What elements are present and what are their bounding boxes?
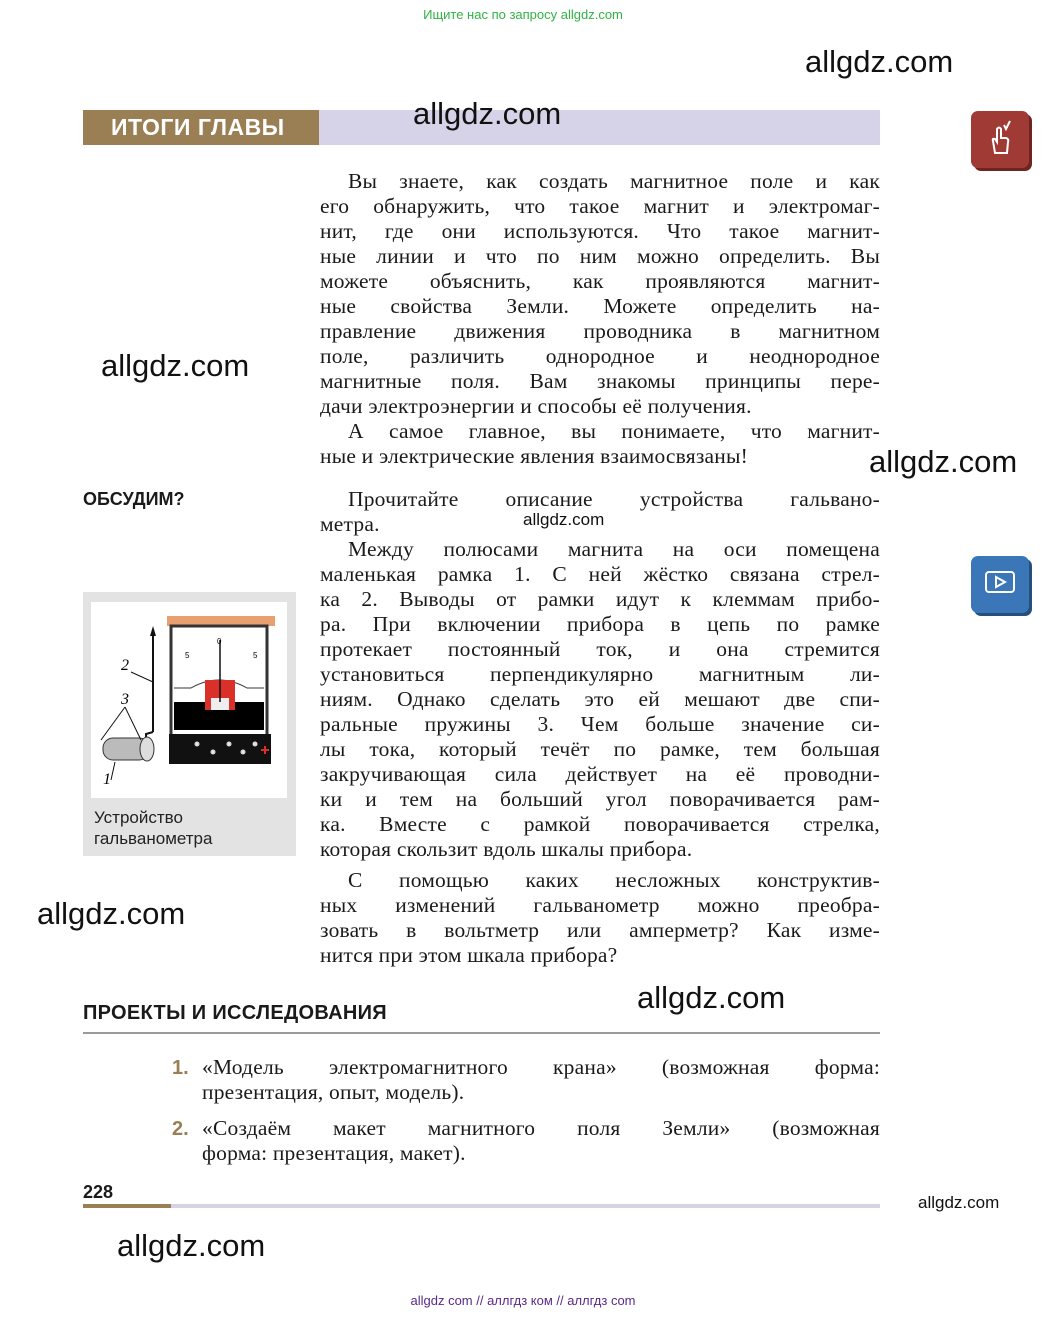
text-line: ниям. Однако сделать это ей мешают две спи- <box>320 687 880 711</box>
summary-paragraph-2 <box>320 419 880 469</box>
text-line: правление движения проводника в магнитном <box>320 319 880 343</box>
hand-pointer-icon <box>971 111 1029 168</box>
scale-right: 5 <box>253 651 258 660</box>
header-band <box>319 110 880 145</box>
page-bar <box>171 1204 880 1208</box>
watermark: allgdz.com <box>918 1193 1000 1212</box>
text-line: закручивающая сила действует на её проводни- <box>320 762 880 786</box>
text-line: Между полюсами магнита на оси помещена <box>348 537 880 561</box>
text-line: ные и электрические явления взаимосвязаны! <box>320 444 748 468</box>
text-line: ные линии и что по ним можно определить. Вы <box>320 244 880 268</box>
text-line: дачи электроэнергии и способы её получения. <box>320 394 752 418</box>
page-number: 228 <box>83 1182 114 1202</box>
watermark: allgdz.com <box>637 980 786 1015</box>
label-2: 2 <box>121 657 129 674</box>
project-line: «Создаём макет магнитного поля Земли» (возможная <box>202 1116 880 1140</box>
text-line: Вы знаете, как создать магнитное поле и как <box>348 169 880 193</box>
text-line: ные свойства Земли. Можете определить на- <box>320 294 880 318</box>
text-line: которая скользит вдоль шкалы прибора. <box>320 837 693 861</box>
project-number: 1. <box>172 1057 189 1079</box>
watermark: allgdz.com <box>101 348 250 383</box>
watermark: allgdz.com <box>37 896 186 931</box>
text-line: ральные пружины 3. Чем больше значение си- <box>320 712 880 736</box>
text-line: Прочитайте описание устройства гальвано- <box>348 487 880 511</box>
text-line: нит, где они используются. Что такое магнит- <box>320 219 880 243</box>
text-line: метра. <box>320 512 380 536</box>
caption-line: гальванометра <box>94 829 213 848</box>
watermark: allgdz.com <box>117 1228 266 1263</box>
text-line: маленькая рамка 1. С ней жёстко связана стрел- <box>320 562 880 586</box>
watermark: allgdz.com <box>523 510 605 529</box>
footer-note: allgdz com // аллгдз ком // аллгдз com <box>410 1293 636 1308</box>
project-item <box>172 1116 880 1166</box>
label-3: 3 <box>121 691 129 708</box>
text-line: А самое главное, вы понимаете, что магнит- <box>348 419 880 443</box>
text-line: ка 2. Выводы от рамки идут к клеммам прибо- <box>320 587 880 611</box>
text-line: магнитные поля. Вам знакомы принципы пере- <box>320 369 880 393</box>
discuss-heading: ОБСУДИМ? <box>83 489 185 509</box>
top-note: Ищите нас по запросу allgdz.com <box>423 7 623 22</box>
text-line: поле, различить однородное и неоднородное <box>320 344 880 368</box>
project-number: 2. <box>172 1118 189 1140</box>
text-line: ка. Вместе с рамкой поворачивается стрелка, <box>320 812 880 836</box>
project-line: форма: презентация, макет). <box>202 1141 466 1165</box>
watermark: allgdz.com <box>805 44 954 79</box>
task-button[interactable] <box>971 111 1029 168</box>
text-line: можете объяснить, как проявляются магнит- <box>320 269 880 293</box>
text-line: лы тока, который течёт по рамке, тем большая <box>320 737 880 761</box>
project-line: презентация, опыт, модель). <box>202 1080 465 1104</box>
video-button[interactable] <box>971 556 1029 613</box>
summary-paragraph-1 <box>320 169 880 419</box>
scale-left: 5 <box>185 651 190 660</box>
project-item <box>172 1055 880 1105</box>
discuss-paragraph-2 <box>320 537 880 862</box>
text-line: ра. При включении прибора в цепь по рамке <box>320 612 880 636</box>
watermark: allgdz.com <box>413 96 562 131</box>
galvanometer-figure <box>83 592 296 856</box>
text-line: установиться перпендикулярно магнитным ли- <box>320 662 880 686</box>
galvanometer-illustration <box>91 602 287 798</box>
projects-divider <box>83 1032 880 1034</box>
text-line: его обнаружить, что такое магнит и электромаг- <box>320 194 880 218</box>
summary-text <box>320 169 880 469</box>
discuss-question <box>320 868 880 968</box>
label-1: 1 <box>103 771 111 788</box>
text-line: С помощью каких несложных конструктив- <box>348 868 880 892</box>
text-line: протекает постоянный ток, и она стремится <box>320 637 880 661</box>
watermark: allgdz.com <box>869 444 1018 479</box>
section-title: ИТОГИ ГЛАВЫ <box>83 110 319 145</box>
caption-line: Устройство <box>94 808 183 827</box>
scale-zero: 0 <box>217 637 222 646</box>
text-line: зовать в вольтметр или амперметр? Как изме- <box>320 918 880 942</box>
discuss-text <box>320 487 880 968</box>
page-bar-accent <box>83 1204 171 1208</box>
play-video-icon <box>971 556 1029 613</box>
text-line: нится при этом шкала прибора? <box>320 943 618 967</box>
project-line: «Модель электромагнитного крана» (возможная форма: <box>202 1055 880 1079</box>
projects-list <box>172 1055 880 1166</box>
projects-heading: ПРОЕКТЫ И ИССЛЕДОВАНИЯ <box>83 1002 387 1024</box>
text-line: ки и тем на больший угол поворачивается рам- <box>320 787 880 811</box>
text-line: ных изменений гальванометр можно преобра- <box>320 893 880 917</box>
figure-caption <box>94 807 212 849</box>
